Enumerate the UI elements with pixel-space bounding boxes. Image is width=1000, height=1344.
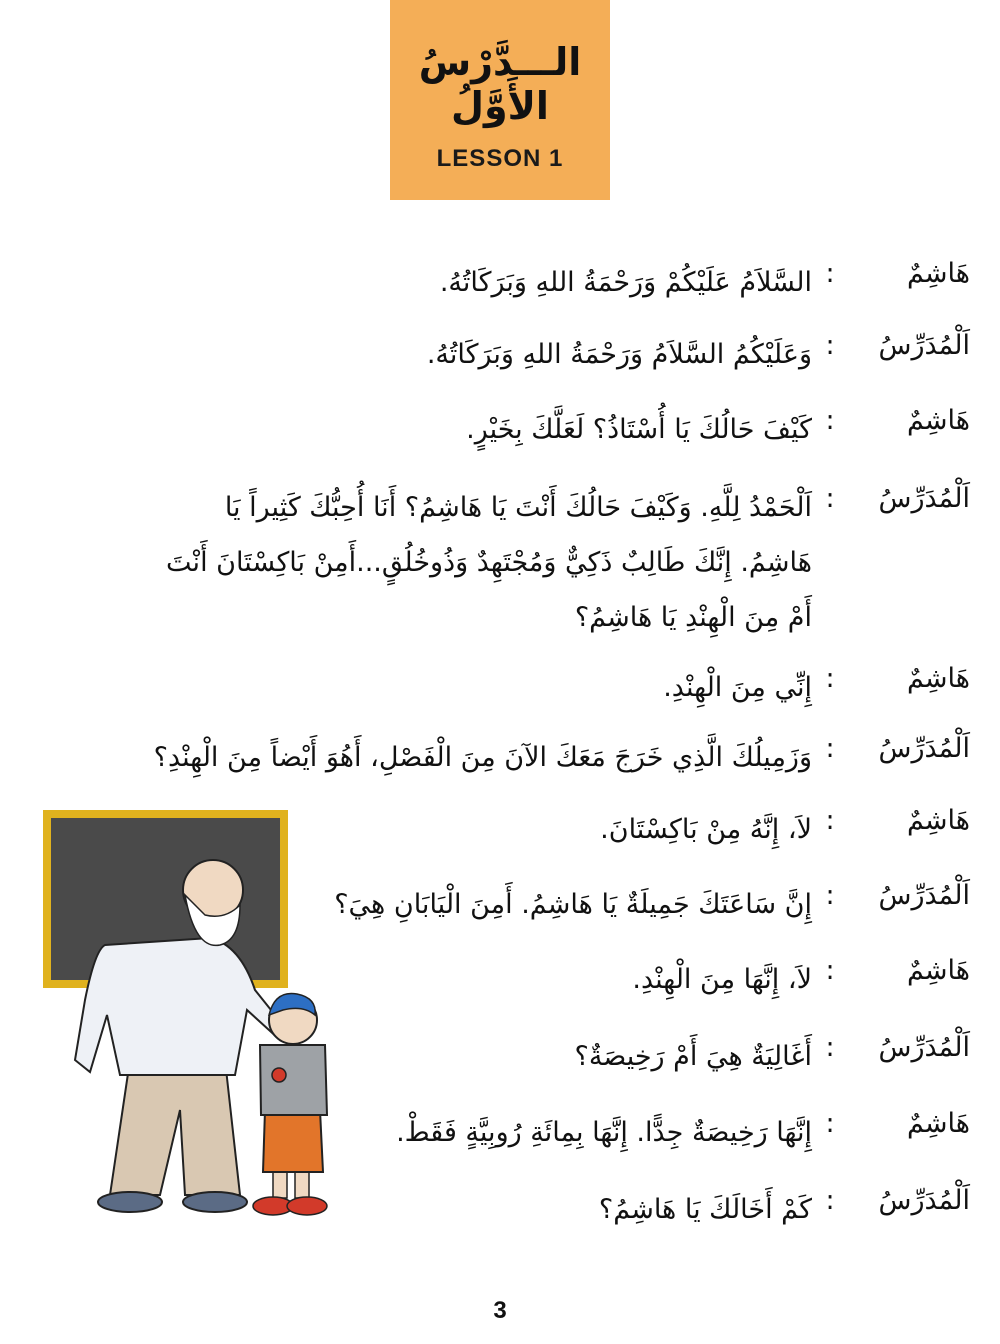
speaker-name: هَاشِمٌ	[906, 663, 970, 694]
dialogue-text-line-1: اَلْحَمْدُ لِلَّهِ. وَكَيْفَ حَالُكَ أَنْتَ يَا هَاشِمُ؟ أَنَا أُحِبُّكَ كَثِيراً يَا	[224, 492, 812, 523]
dialogue-text: كَيْفَ حَالُكَ يَا أُسْتَاذُ؟ لَعَلَّكَ بِخَيْرٍ.	[466, 414, 812, 445]
wristwatch-icon	[272, 1068, 286, 1082]
dialogue-text: وَعَلَيْكُمُ السَّلاَمُ وَرَحْمَةُ اللهِ وَبَرَكَاتُهُ.	[426, 339, 812, 370]
dialogue-text-line-3: أَمْ مِنَ الْهِنْدِ يَا هَاشِمُ؟	[574, 602, 812, 633]
teacher-left-shoe	[98, 1192, 162, 1212]
dialogue-text: أَغَالِيَةٌ هِيَ أَمْ رَخِيصَةٌ؟	[574, 1041, 812, 1072]
speaker-name: هَاشِمٌ	[906, 258, 970, 289]
page-number: 3	[493, 1297, 507, 1324]
speaker-name: اَلْمُدَرِّسُ	[878, 1185, 970, 1216]
colon-separator: :	[825, 1032, 835, 1063]
speaker-name: اَلْمُدَرِّسُ	[878, 1032, 970, 1063]
speaker-name: اَلْمُدَرِّسُ	[878, 483, 970, 514]
colon-separator: :	[825, 483, 835, 514]
student-right-leg	[273, 1170, 287, 1198]
lesson-title-english: LESSON 1	[436, 145, 564, 172]
speaker-name: اَلْمُدَرِّسُ	[878, 733, 970, 764]
dialogue-text: إِنِّي مِنَ الْهِنْدِ.	[663, 672, 812, 703]
teacher-and-student-illustration	[35, 810, 330, 1230]
speaker-name: هَاشِمٌ	[906, 805, 970, 836]
teacher-trousers	[110, 1060, 240, 1195]
dialogue-text-line-2: هَاشِمُ. إِنَّكَ طَالِبٌ ذَكِيٌّ وَمُجْتَهِدٌ وَذُوخُلُقٍ...أَمِنْ بَاكِسْتَانَ أَنْتَ	[166, 547, 812, 578]
dialogue-text: لاَ، إِنَّهُ مِنْ بَاكِسْتَانَ.	[600, 814, 812, 845]
colon-separator: :	[825, 663, 835, 694]
student-shorts	[263, 1110, 323, 1172]
dialogue-text: وَزَمِيلُكَ الَّذِي خَرَجَ مَعَكَ الآنَ مِنَ الْفَصْلِ، أَهُوَ أَيْضاً مِنَ الْهِنْدِ؟	[153, 742, 812, 773]
speaker-name: هَاشِمٌ	[906, 405, 970, 436]
dialogue-text: إِنَّ سَاعَتَكَ جَمِيلَةٌ يَا هَاشِمُ. أَمِنَ الْيَابَانِ هِيَ؟	[334, 889, 812, 920]
speaker-name: اَلْمُدَرِّسُ	[878, 880, 970, 911]
colon-separator: :	[825, 258, 835, 289]
dialogue-text: كَمْ أَخَالَكَ يَا هَاشِمُ؟	[598, 1194, 812, 1225]
dialogue-text: السَّلاَمُ عَلَيْكُمْ وَرَحْمَةُ اللهِ وَبَرَكَاتُهُ.	[439, 267, 812, 298]
student-left-leg	[295, 1170, 309, 1198]
lesson-title-arabic: الـــدَّرْسُ الأَوَّلُ	[418, 40, 582, 128]
colon-separator: :	[825, 405, 835, 436]
student-right-shoe	[287, 1197, 327, 1215]
dialogue-text: إِنَّهَا رَخِيصَةٌ جِدًّا. إِنَّهَا بِمِائَةِ رُوبِيَّةٍ فَقَطْ.	[396, 1117, 812, 1148]
colon-separator: :	[825, 880, 835, 911]
teacher-right-shoe	[183, 1192, 247, 1212]
colon-separator: :	[825, 733, 835, 764]
colon-separator: :	[825, 1108, 835, 1139]
colon-separator: :	[825, 805, 835, 836]
speaker-name: اَلْمُدَرِّسُ	[878, 330, 970, 361]
colon-separator: :	[825, 955, 835, 986]
speaker-name: هَاشِمٌ	[906, 955, 970, 986]
colon-separator: :	[825, 330, 835, 361]
dialogue-text: لاَ، إِنَّهَا مِنَ الْهِنْدِ.	[632, 964, 812, 995]
student-sweater	[260, 1045, 327, 1115]
colon-separator: :	[825, 1185, 835, 1216]
lesson-header-box	[390, 0, 610, 200]
speaker-name: هَاشِمٌ	[906, 1108, 970, 1139]
